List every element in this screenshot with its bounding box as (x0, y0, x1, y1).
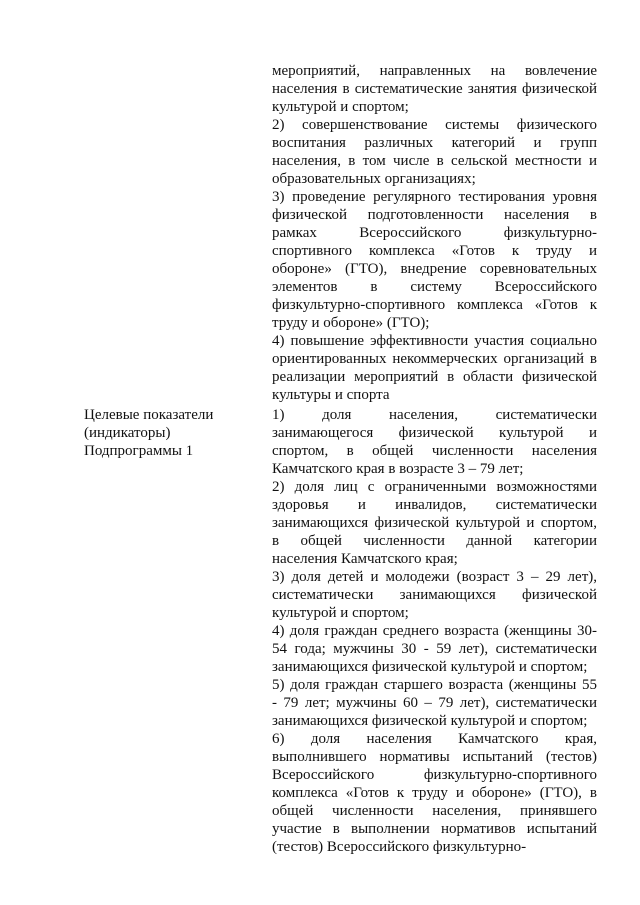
paragraph (272, 332, 597, 404)
text-line: воспитания различных категорий и групп (272, 135, 597, 151)
text-line: реализации мероприятий в области физической (272, 369, 597, 385)
text-line: рамках Всероссийского физкультурно- (272, 225, 597, 241)
text-line: 54 года; мужчины 30 - 59 лет), систематически (272, 641, 597, 657)
text-line: 5) доля граждан старшего возраста (женщины 55 (272, 677, 597, 693)
text-line: - 79 лет; мужчины 60 – 79 лет), систематически (272, 695, 597, 711)
label-line: (индикаторы) (84, 425, 171, 441)
text-line: 1) доля населения, систематически (272, 407, 597, 423)
paragraph (272, 568, 597, 622)
paragraph (272, 406, 597, 478)
paragraph (272, 62, 597, 116)
paragraph (272, 188, 597, 332)
text-line: участие в выполнении нормативов испытаний (272, 821, 597, 837)
target-indicators-label (84, 406, 254, 460)
text-line: занимающихся физической культурой и спортом, (272, 515, 597, 531)
paragraph (272, 116, 597, 188)
paragraph (272, 622, 597, 676)
text-line: 6) доля населения Камчатского края, (272, 731, 597, 747)
text-line: труду и обороне» (ГТО); (272, 315, 430, 331)
text-line: культурой и спортом; (272, 99, 409, 115)
text-line: комплекса «Готов к труду и обороне» (ГТО), в (272, 785, 597, 801)
text-line: систематически занимающихся физической (272, 587, 597, 603)
text-line: занимающихся физической культурой и спортом; (272, 659, 588, 675)
text-line: 4) повышение эффективности участия социально (272, 333, 597, 349)
text-line: общей численности населения, принявшего (272, 803, 597, 819)
label-line: Подпрограммы 1 (84, 443, 194, 459)
text-line: занимающегося физической культурой и (272, 425, 597, 441)
text-line: занимающихся физической культурой и спортом; (272, 713, 588, 729)
text-line: выполнившего нормативы испытаний (тестов) (272, 749, 597, 765)
text-line: здоровья и инвалидов, систематически (272, 497, 597, 513)
text-line: образовательных организациях; (272, 171, 476, 187)
text-line: обороне» (ГТО), внедрение соревновательных (272, 261, 597, 277)
text-line: спортивного комплекса «Готов к труду и (272, 243, 597, 259)
text-line: в общей численности данной категории (272, 533, 597, 549)
text-line: ориентированных некоммерческих организаций в (272, 351, 597, 367)
text-line: населения Камчатского края; (272, 551, 458, 567)
paragraph (272, 478, 597, 568)
text-line: 3) доля детей и молодежи (возраст 3 – 29 лет), (272, 569, 597, 585)
text-line: 2) доля лиц с ограниченными возможностями (272, 479, 597, 495)
text-line: населения, в том числе в сельской местности и (272, 153, 597, 169)
text-line: 2) совершенствование системы физического (272, 117, 597, 133)
text-line: культуры и спорта (272, 387, 390, 403)
text-line: физкультурно-спортивного комплекса «Готов к (272, 297, 597, 313)
paragraph (272, 676, 597, 730)
text-line: 3) проведение регулярного тестирования уровня (272, 189, 597, 205)
text-line: культурой и спортом; (272, 605, 409, 621)
text-line: физической подготовленности населения в (272, 207, 597, 223)
text-line: элементов в систему Всероссийского (272, 279, 597, 295)
text-line: Камчатского края в возрасте 3 – 79 лет; (272, 461, 524, 477)
text-line: населения в систематические занятия физической (272, 81, 597, 97)
text-line: спортом, в общей численности населения (272, 443, 597, 459)
text-line: (тестов) Всероссийского физкультурно- (272, 839, 527, 855)
text-line: мероприятий, направленных на вовлечение (272, 63, 597, 79)
text-line: Всероссийского физкультурно-спортивного (272, 767, 597, 783)
text-line: 4) доля граждан среднего возраста (женщины 30- (272, 623, 597, 639)
label-line: Целевые показатели (84, 407, 214, 423)
paragraph (272, 730, 597, 856)
